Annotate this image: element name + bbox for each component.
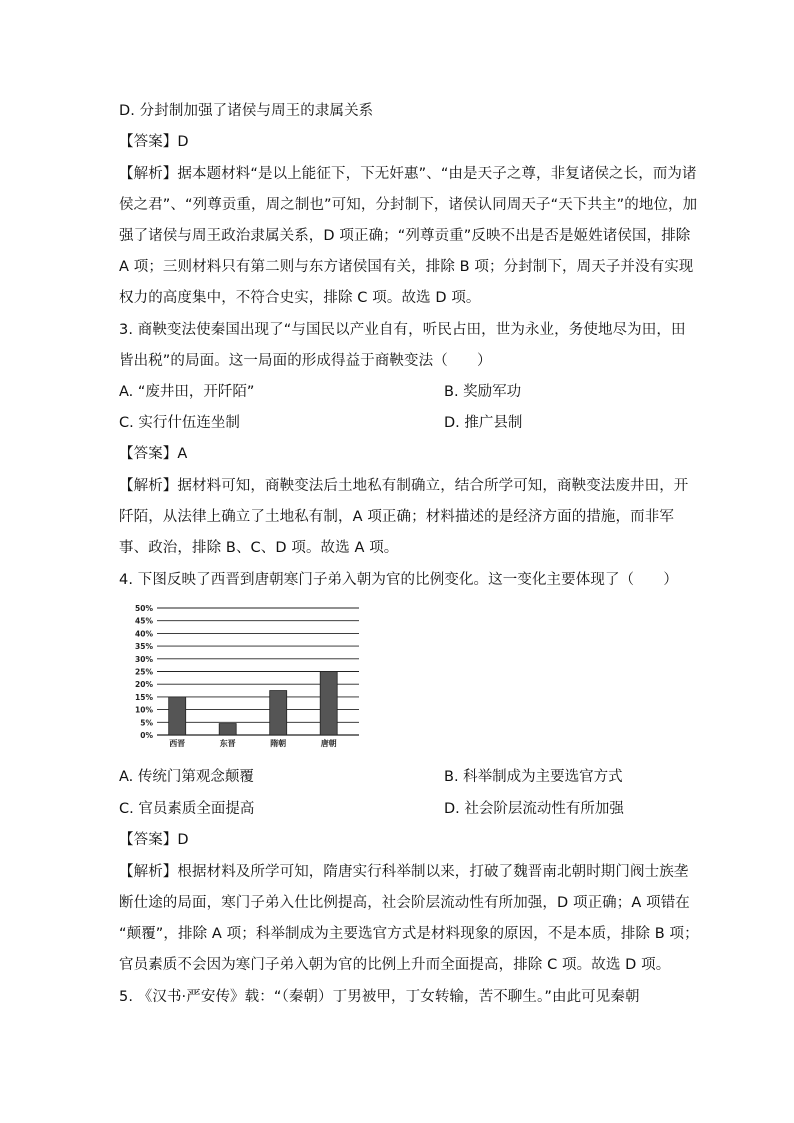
y-tick-label: 5%: [140, 718, 153, 728]
q3-option-a: A. “废井田，开阡陌”: [119, 384, 255, 400]
y-tick-label: 35%: [135, 642, 153, 652]
q4-option-d: D. 社会阶层流动性有所加强: [444, 801, 624, 817]
q3-option-d: D. 推广县制: [444, 415, 523, 431]
bar-唐朝: [320, 672, 337, 736]
bar-西晋: [169, 697, 186, 735]
q2-analysis-line-5: 权力的高度集中，不符合史实，排除 C 项。故选 D 项。: [119, 290, 481, 306]
q2-analysis-line-2: 侯之君”、“列尊贡重，周之制也”可知，分封制下，诸侯认同周天子“天下共主”的地位，加: [119, 197, 698, 213]
bar-chart: [119, 602, 364, 752]
q2-analysis-line-1: 【解析】据本题材料“是以上能征下，下无奸惠”、“由是天子之尊，非复诸侯之长，而为诸: [119, 166, 697, 182]
bar-隋朝: [270, 691, 287, 735]
q3-stem-line-1: 3. 商鞅变法使秦国出现了“与国民以产业自有，听民占田，世为永业，务使地尽为田，田: [119, 322, 686, 338]
q2-option-d: D. 分封制加强了诸侯与周王的隶属关系: [119, 103, 374, 119]
y-tick-label: 20%: [135, 680, 153, 690]
q4-option-c: C. 官员素质全面提高: [119, 801, 255, 817]
q3-analysis-line-3: 事、政治，排除 B、C、D 项。故选 A 项。: [119, 540, 399, 556]
x-tick-label: 唐朝: [320, 739, 337, 748]
x-tick-label: 东晋: [219, 739, 236, 748]
y-tick-label: 50%: [135, 604, 153, 613]
q3-stem-line-2: 皆出税”的局面。这一局面的形成得益于商鞅变法（ ）: [119, 353, 492, 369]
q3-option-b: B. 奖励军功: [444, 384, 522, 400]
q2-analysis-line-4: A 项；三则材料只有第二则与东方诸侯国有关，排除 B 项；分封制下，周天子并没有实现: [119, 259, 694, 275]
bar-东晋: [219, 724, 236, 735]
q3-analysis-line-1: 【解析】据材料可知，商鞅变法后土地私有制确立，结合所学可知，商鞅变法废井田，开: [119, 478, 689, 494]
q4-analysis-line-3: “颠覆”，排除 A 项；科举制成为主要选官方式是材料现象的原因，不是本质，排除 B 项；: [119, 926, 699, 942]
q4-answer: 【答案】D: [119, 832, 189, 848]
q3-analysis-line-2: 阡陌，从法律上确立了土地私有制，A 项正确；材料描述的是经济方面的措施，而非军: [119, 509, 674, 525]
chart-x-ticks: [169, 738, 337, 748]
chart-bars: [169, 672, 338, 736]
q4-option-b: B. 科举制成为主要选官方式: [444, 769, 623, 785]
q2-answer: 【答案】D: [119, 134, 189, 150]
q4-analysis-line-2: 断仕途的局面，寒门子弟入仕比例提高，社会阶层流动性有所加强，D 项正确；A 项错在: [119, 895, 690, 911]
y-tick-label: 30%: [135, 654, 153, 664]
x-tick-label: 西晋: [169, 739, 186, 748]
q4-stem: 4. 下图反映了西晋到唐朝寒门子弟入朝为官的比例变化。这一变化主要体现了（ ）: [119, 572, 678, 588]
q4-option-a: A. 传统门第观念颠覆: [119, 769, 254, 785]
y-tick-label: 10%: [135, 705, 153, 715]
q2-analysis-line-3: 强了诸侯与周王政治隶属关系，D 项正确；“列尊贡重”反映不出是否是姬姓诸侯国，排除: [119, 228, 691, 244]
y-tick-label: 25%: [135, 667, 153, 677]
y-tick-label: 15%: [135, 692, 153, 702]
q4-analysis-line-1: 【解析】根据材料及所学可知，隋唐实行科举制以来，打破了魏晋南北朝时期门阀士族垄: [119, 864, 689, 880]
q3-option-c: C. 实行什伍连坐制: [119, 415, 240, 431]
y-tick-label: 0%: [140, 731, 153, 740]
x-tick-label: 隋朝: [270, 739, 287, 748]
q5-stem: 5. 《汉书·严安传》载：“（秦朝）丁男被甲，丁女转输，苦不聊生。”由此可见秦朝: [119, 989, 640, 1005]
y-tick-label: 45%: [135, 616, 153, 626]
y-tick-label: 40%: [135, 629, 153, 639]
q4-analysis-line-4: 官员素质不会因为寒门子弟入朝为官的比例上升而全面提高，排除 C 项。故选 D 项。: [119, 957, 671, 973]
q3-answer: 【答案】A: [119, 446, 188, 462]
chart-y-ticks: [135, 604, 153, 740]
